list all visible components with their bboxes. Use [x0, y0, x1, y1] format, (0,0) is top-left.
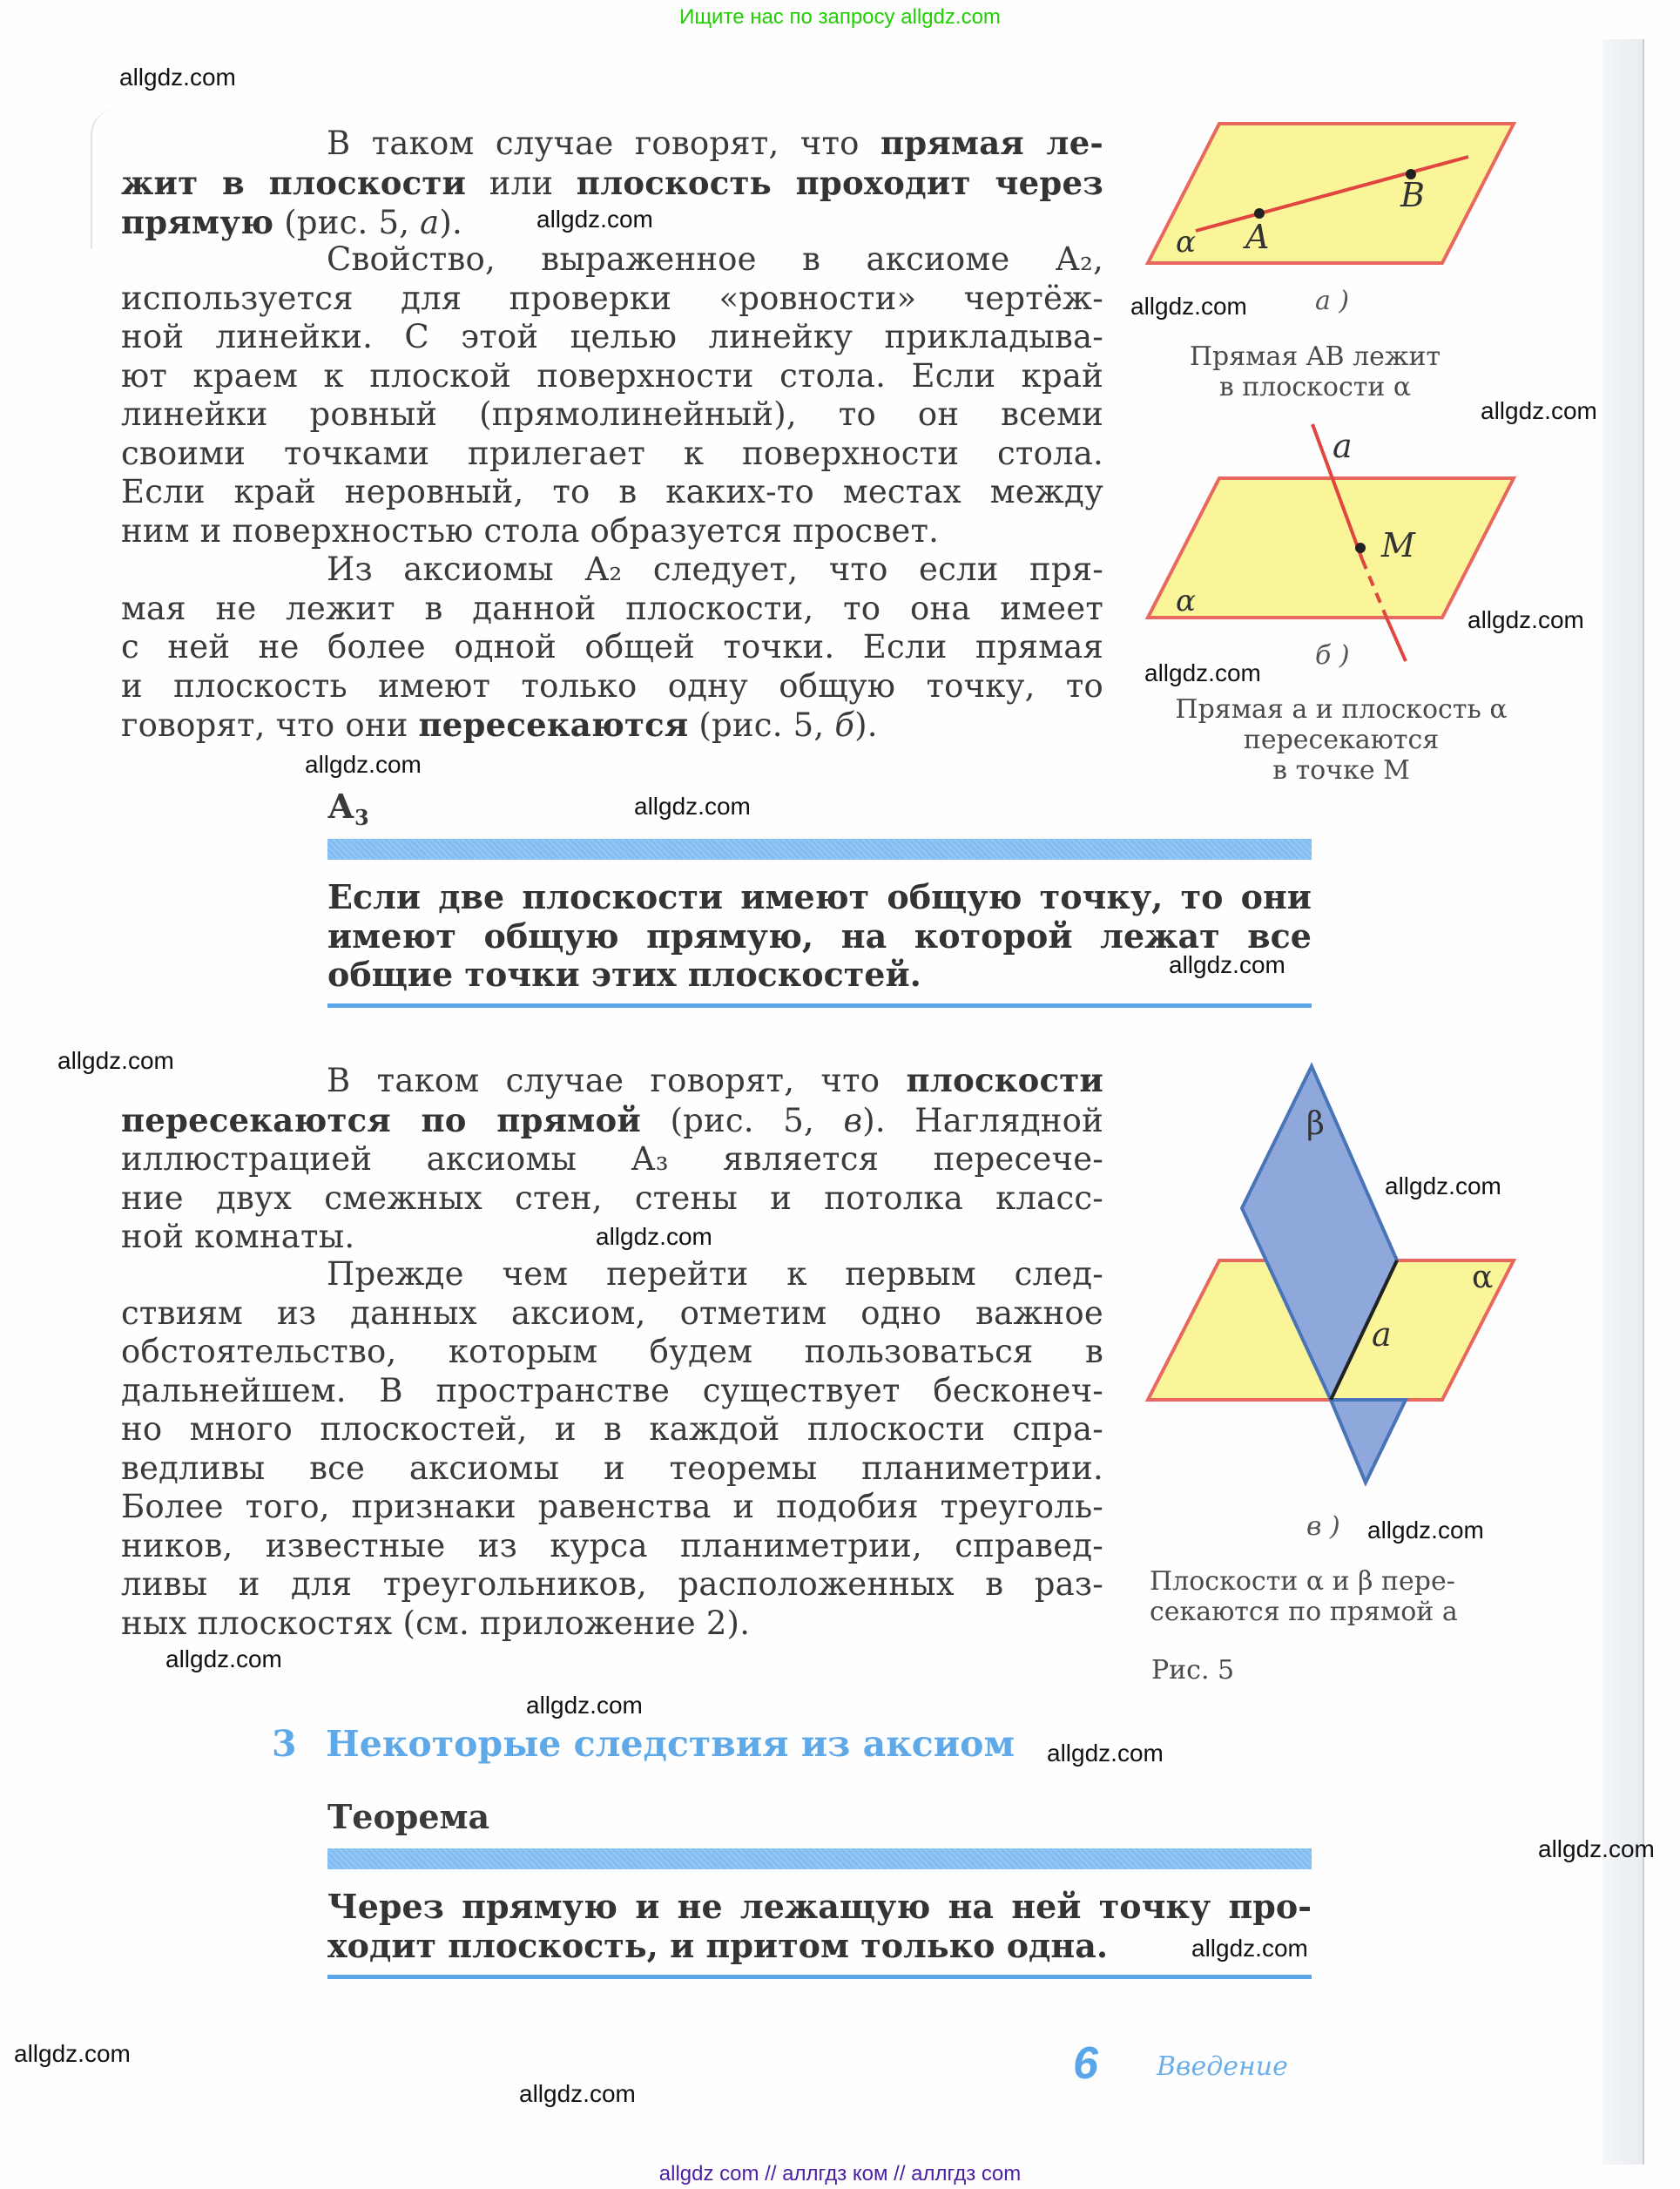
theorem-statement: Через прямую и не лежащую на ней точку про- ходит плоскость, и притом только одна. [327, 1887, 1312, 1965]
watermark: allgdz.com [1481, 397, 1597, 424]
theorem-bottom-bar [327, 1975, 1312, 1979]
fig-a-alpha-label: α [1176, 225, 1196, 260]
axiom-top-bar [327, 839, 1312, 860]
fig-c-caption: Плоскости α и β пере- секаются по прямой a [1150, 1566, 1458, 1627]
watermark: allgdz.com [1467, 606, 1584, 633]
watermark: allgdz.com [1191, 1935, 1308, 1962]
watermark: allgdz.com [119, 64, 236, 91]
watermark: allgdz.com [305, 751, 422, 778]
axiom-statement: Если две плоскости имеют общую точку, то они имеют общую прямую, на которой лежат все общие точки этих плоскостей. [327, 877, 1312, 994]
watermark: allgdz.com [1385, 1172, 1501, 1199]
axiom-label: $А_3$ [327, 787, 369, 830]
fig-c-line-label: a [1372, 1315, 1392, 1354]
figure-5a-diagram [1148, 120, 1531, 286]
paragraph-5: Прежде чем перейти к первым след- ствиям из данных аксиом, отметим одно важное обстоятельство, которым будем пользоваться в дальнейшем. В пространстве существует бесконеч- но много плоскостей, и в каждой плоскости спра- ведливы все аксиомы и теоремы планиметрии. Более того, признаки равенства и подобия треуголь- ников, известные из курса планиметрии, справед- ливы и для треугольников, расположенных в раз- ных плоскостях (см. приложение 2). [121, 1255, 1103, 1642]
section-number: 3 [272, 1723, 297, 1765]
top-banner[interactable]: Ищите нас по запросу allgdz.com [679, 5, 1001, 29]
watermark: allgdz.com [1169, 951, 1285, 978]
watermark: allgdz.com [596, 1223, 712, 1250]
fig-c-alpha-label: α [1472, 1260, 1494, 1295]
watermark: allgdz.com [1538, 1835, 1655, 1862]
paragraph-2: Свойство, выраженное в аксиоме А₂, используется для проверки «ровности» чертёж- ной линейки. С этой целью линейку прикладыва- ют краем к плоской поверхности стола. Если край линейки ровный (прямолинейный), то он всеми своими точками прилегает к поверхности стола. Если край неровный, то в каких-то местах между ним и поверхностью стола образуется просвет. [121, 240, 1103, 550]
watermark: allgdz.com [526, 1692, 643, 1719]
fig-a-letter: а ) [1315, 286, 1350, 316]
fig-c-beta-label: β [1306, 1106, 1325, 1142]
paragraph-1: В таком случае говорят, что прямая ле- жит в плоскости или плоскость проходит через прямую (рис. 5, а). [121, 124, 1103, 241]
figure-number: Рис. 5 [1151, 1655, 1235, 1686]
axiom-bottom-bar [327, 1003, 1312, 1008]
watermark: allgdz.com [14, 2040, 131, 2067]
fig-b-point-m-label: M [1381, 526, 1415, 564]
paragraph-4: В таком случае говорят, что плоскости пересекаются по прямой (рис. 5, в). Наглядной иллюстрацией аксиомы А₃ является пересече- ние двух смежных стен, стены и потолка класс- ной комнаты. [121, 1061, 1103, 1255]
chapter-title: Введение [1157, 2051, 1288, 2082]
theorem-label: Теорема [327, 1797, 490, 1836]
watermark: allgdz.com [1047, 1740, 1164, 1767]
watermark: allgdz.com [1144, 659, 1261, 686]
watermark: allgdz.com [1367, 1517, 1484, 1544]
fig-a-point-a-label: A [1245, 218, 1270, 256]
watermark: allgdz.com [536, 206, 653, 233]
fig-a-point-b-label: B [1400, 176, 1425, 214]
fig-b-alpha-label: α [1176, 584, 1196, 618]
fig-b-line-label: a [1333, 427, 1353, 465]
watermark: allgdz.com [165, 1645, 282, 1672]
section-heading [272, 1723, 1015, 1765]
fig-a-caption: Прямая AB лежит в плоскости α [1189, 341, 1441, 402]
watermark: allgdz.com [519, 2080, 636, 2107]
point-m-dot [1355, 543, 1366, 553]
theorem-top-bar [327, 1848, 1312, 1869]
page-number: 6 [1073, 2038, 1098, 2089]
fig-b-letter: б ) [1315, 640, 1350, 671]
fig-b-caption: Прямая a и плоскость α пересекаются в точке M [1175, 694, 1508, 786]
watermark: allgdz.com [57, 1047, 174, 1074]
line-a-lower [1387, 618, 1406, 661]
page-curl [91, 109, 117, 248]
bottom-banner[interactable]: allgdz com // аллгдз ком // аллгдз com [658, 2162, 1022, 2186]
plane-beta-lower [1331, 1400, 1406, 1483]
paragraph-3: Из аксиомы А₂ следует, что если пря- мая не лежит в данной плоскости, то она имеет с ней не более одной общей точки. Если прямая и плоскость имеют только одну общую точку, то говорят, что они пересекаются (рис. 5, б). [121, 551, 1103, 744]
plane-alpha-shape [1148, 478, 1514, 618]
fig-c-letter: в ) [1306, 1511, 1340, 1542]
watermark: allgdz.com [634, 793, 751, 820]
section-title: Некоторые следствия из аксиом [326, 1723, 1015, 1765]
watermark: allgdz.com [1130, 293, 1247, 320]
